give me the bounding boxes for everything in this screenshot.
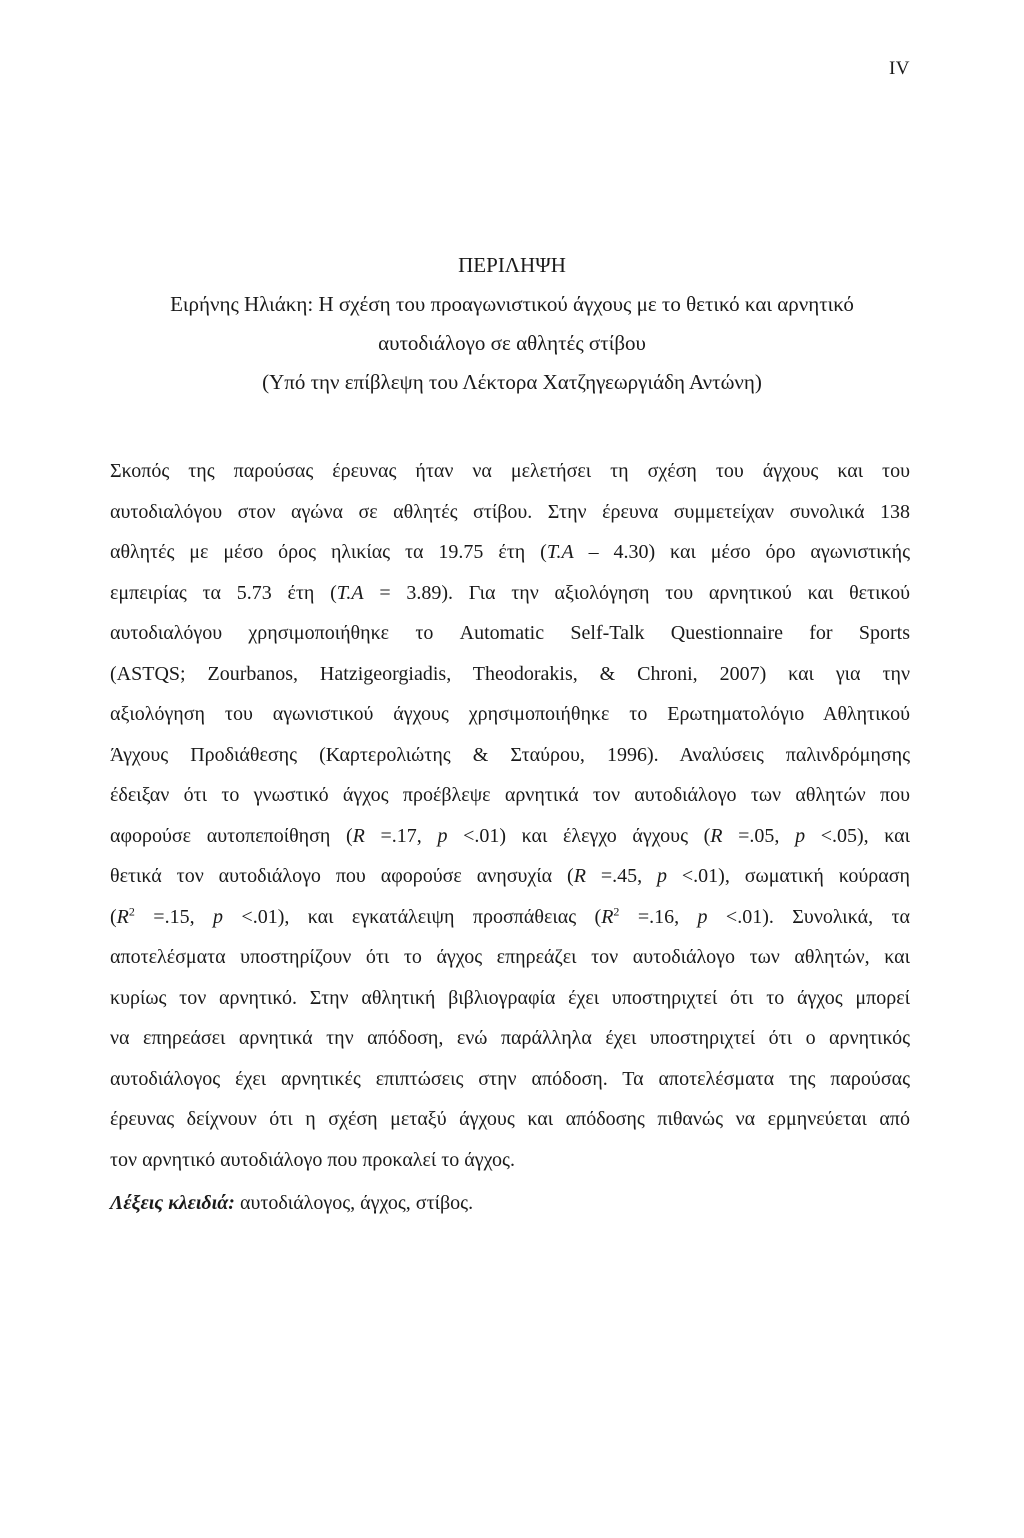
abstract-line: αυτοδιαλόγου χρησιμοποιήθηκε το Automatic Self-Talk Questionnaire for Sports — [110, 622, 910, 644]
abstract-line: αποτελέσματα υποστηρίζουν ότι το άγχος επηρεάζει τον αυτοδιάλογο των αθλητών, και — [110, 946, 910, 968]
abstract-line: κυρίως τον αρνητικό. Στην αθλητική βιβλιογραφία έχει υποστηριχτεί ότι το άγχος μπορεί — [110, 986, 910, 1009]
abstract-body — [110, 451, 910, 1180]
abstract-header — [60, 246, 964, 402]
abstract-line: αξιολόγηση του αγωνιστικού άγχους χρησιμοποιήθηκε το Ερωτηματολόγιο Αθλητικού — [110, 703, 910, 725]
keywords-text: αυτοδιάλογος, άγχος, στίβος. — [234, 1192, 474, 1214]
supervisor-line: (Υπό την επίβλεψη του Λέκτορα Χατζηγεωργιάδη Αντώνη) — [262, 370, 762, 394]
abstract-line: αφορούσε αυτοπεποίθηση (R =.17, p <.01) και έλεγχο άγχους (R =.05, p <.05), και — [110, 824, 911, 847]
page-number: IV — [888, 58, 910, 79]
keywords-label: Λέξεις κλειδιά: — [110, 1192, 235, 1214]
abstract-heading: ΠΕΡΙΛΗΨΗ — [458, 253, 566, 277]
abstract-line-last: τον αρνητικό αυτοδιάλογο που προκαλεί το άγχος. — [110, 1148, 515, 1171]
abstract-line: έρευνας δείχνουν ότι η σχέση μεταξύ άγχους και απόδοσης πιθανώς να ερμηνεύεται από — [110, 1108, 910, 1130]
abstract-line: αθλητές με μέσο όρος ηλικίας τα 19.75 έτη (Τ.Α – 4.30) και μέσο όρο αγωνιστικής — [110, 541, 910, 563]
thesis-title-line-2: αυτοδιάλογο σε αθλητές στίβου — [378, 331, 646, 355]
abstract-line: Άγχους Προδιάθεσης (Καρτερολιώτης & Σταύρου, 1996). Αναλύσεις παλινδρόμησης — [110, 743, 910, 766]
abstract-line: θετικά τον αυτοδιάλογο που αφορούσε ανησυχία (R =.45, p <.01), σωματική κούραση — [110, 865, 910, 887]
keywords — [110, 1188, 473, 1218]
abstract-line: να επηρεάσει αρνητικά την απόδοση, ενώ παράλληλα έχει υποστηριχτεί ότι ο αρνητικός — [110, 1027, 910, 1049]
abstract-line: εμπειρίας τα 5.73 έτη (Τ.Α = 3.89). Για την αξιολόγηση του αρνητικού και θετικού — [110, 581, 910, 604]
abstract-line: αυτοδιαλόγου στον αγώνα σε αθλητές στίβου. Στην έρευνα συμμετείχαν συνολικά 138 — [110, 500, 910, 523]
thesis-title-line-1: Ειρήνης Ηλιάκη: Η σχέση του προαγωνιστικού άγχους με το θετικό και αρνητικό — [170, 292, 854, 316]
abstract-line: Σκοπός της παρούσας έρευνας ήταν να μελετήσει τη σχέση του άγχους και του — [110, 460, 910, 482]
abstract-line: ($R^2 =.15$, p <.01), και εγκατάλειψη προσπάθειας ($R^2 =.16$, p <.01). Συνολικά, τα — [110, 903, 910, 928]
abstract-line: έδειξαν ότι το γνωστικό άγχος προέβλεψε αρνητικά τον αυτοδιάλογο των αθλητών που — [110, 784, 910, 806]
abstract-line: αυτοδιάλογος έχει αρνητικές επιπτώσεις στην απόδοση. Τα αποτελέσματα της παρούσας — [110, 1067, 910, 1090]
abstract-line: (ASTQS; Zourbanos, Hatzigeorgiadis, Theodorakis, & Chroni, 2007) και για την — [110, 662, 910, 685]
